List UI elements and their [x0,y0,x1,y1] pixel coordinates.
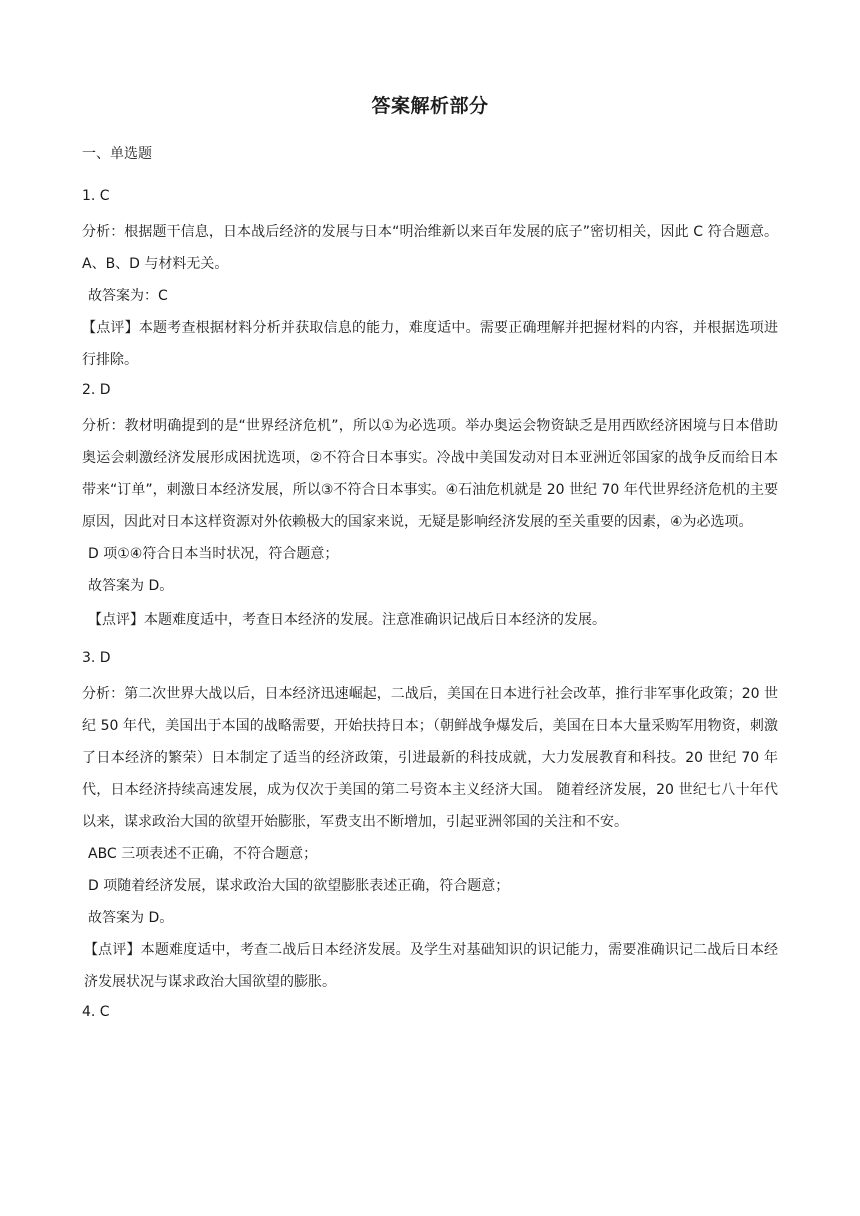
question-number: 1. C [82,188,110,204]
question-analysis: 分析：第二次世界大战以后，日本经济迅速崛起，二战后，美国在日本进行社会改革，推行非军事化政策；20 世纪 50 年代，美国出于本国的战略需要，开始扶持日本；（朝鲜战争爆发后，美国在日本大量采购军用物资，刺激了日本经济的繁荣）日本制定了适当的经济政策，引进最新的科技成就，大力发展教育和科技。20 世纪 70 年代，日本经济持续高速发展，成为仅次于美国的第二号资本主义经济大国。 随着经济发展，20 世纪七八十年代以来，谋求政治大国的欲望开始膨胀，军费支出不断增加，引起亚洲邻国的关注和不安。 [82,686,778,830]
question-analysis: 分析：根据题干信息，日本战后经济的发展与日本“明治维新以来百年发展的底子”密切相关，因此 C 符合题意。A、B、D 与材料无关。 [82,224,778,272]
question-extra: ABC 三项表述不正确，不符合题意； [88,846,318,862]
question-number: 4. C [82,1004,110,1020]
answer-content [82,184,778,1032]
question-answer: 故答案为 D。 [88,578,174,594]
question-extra: D 项随着经济发展，谋求政治大国的欲望膨胀表述正确，符合题意； [88,878,510,894]
section-title: 一、单选题 [82,146,152,162]
question-analysis: 分析：教材明确提到的是“世界经济危机”，所以①为必选项。举办奥运会物资缺乏是用西欧经济困境与日本借助奥运会刺激经济发展形成困扰选项，②不符合日本事实。冷战中美国发动对日本亚洲近邻国家的战争反而给日本带来“订单”，刺激日本经济发展，所以③不符合日本事实。④石油危机就是 20 世纪 70 年代世界经济危机的主要原因，因此对日本这样资源对外依赖极大的国家来说，无疑是影响经济发展的至关重要的因素，④为必选项。 [82,418,778,530]
question-answer: 故答案为 D。 [88,910,174,926]
question-answer: 故答案为：C [88,288,168,304]
question-number: 2. D [82,382,111,398]
question-number: 3. D [82,650,111,666]
question-comment: 【点评】本题考查根据材料分析并获取信息的能力，难度适中。需要正确理解并把握材料的内容，并根据选项进行排除。 [82,320,778,368]
question-comment: 【点评】本题难度适中，考查日本经济的发展。注意准确识记战后日本经济的发展。 [88,612,606,628]
question-extra: D 项①④符合日本当时状况，符合题意； [88,546,339,562]
question-comment: 【点评】本题难度适中，考查二战后日本经济发展。及学生对基础知识的识记能力，需要准确识记二战后日本经济发展状况与谋求政治大国欲望的膨胀。 [84,942,778,990]
page-title: 答案解析部分 [371,95,489,117]
